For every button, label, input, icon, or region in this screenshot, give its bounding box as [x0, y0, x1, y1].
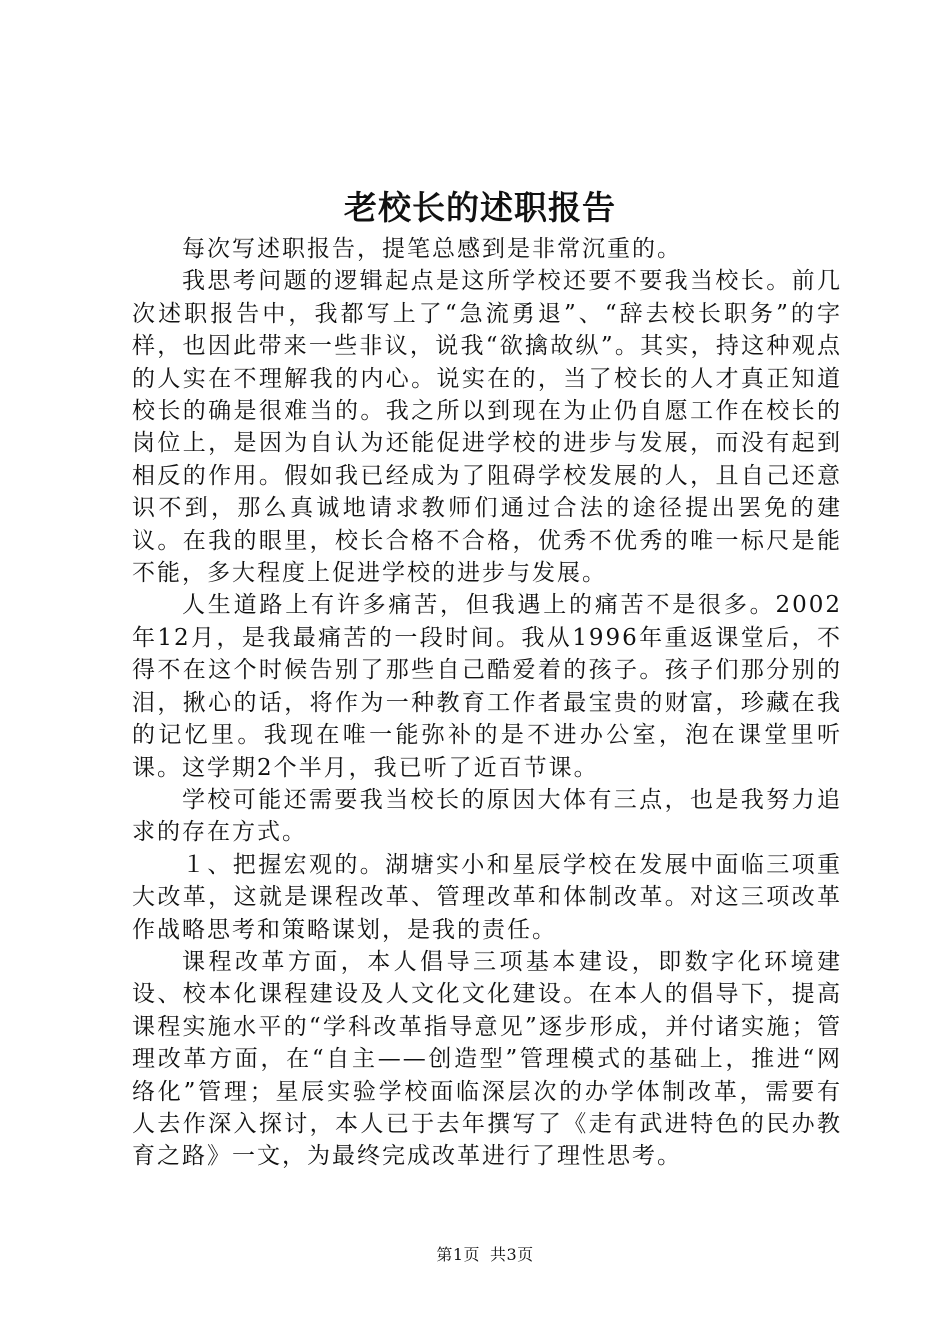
paragraph-2: 我思考问题的逻辑起点是这所学校还要不要我当校长。前几次述职报告中，我都写上了“急流勇退”、“辞去校长职务”的字样，也因此带来一些非议，说我“欲擒故纵”。其实，持这种观点的人实在不理解我的内心。说实在的，当了校长的人才真正知道校长的确是很难当的。我之所以到现在为止仍自愿工作在校长的岗位上，是因为自认为还能促进学校的进步与发展，而没有起到相反的作用。假如我已经成为了阻碍学校发展的人，且自己还意识不到，那么真诚地请求教师们通过合法的途径提出罢免的建议。在我的眼里，校长合格不合格，优秀不优秀的唯一标尺是能不能，多大程度上促进学校的进步与发展。	[132, 268, 842, 587]
paragraph-3: 人生道路上有许多痛苦，但我遇上的痛苦不是很多。2002年12月，是我最痛苦的一段时间。我从1996年重返课堂后，不得不在这个时候告别了那些自己酷爱着的孩子。孩子们那分别的泪，揪心的话，将作为一种教育工作者最宝贵的财富，珍藏在我的记忆里。我现在唯一能弥补的是不进办公室，泡在课堂里听课。这学期2个半月，我已听了近百节课。	[132, 592, 842, 781]
paragraph-6: 课程改革方面，本人倡导三项基本建设，即数字化环境建设、校本化课程建设及人文化文化建设。在本人的倡导下，提高课程实施水平的“学科改革指导意见”逐步形成，并付诸实施；管理改革方面，在“自主——创造型”管理模式的基础上，推进“网络化”管理；星辰实验学校面临深层次的办学体制改革，需要有人去作深入探讨，本人已于去年撰写了《走有武进特色的民办教育之路》一文，为最终完成改革进行了理性思考。	[132, 948, 842, 1170]
page-total: 共3页	[490, 1245, 534, 1264]
paragraph-1: 每次写述职报告，提笔总感到是非常沉重的。	[182, 236, 682, 262]
page-footer	[0, 1244, 950, 1266]
document-body	[132, 233, 842, 1173]
paragraph-5: １、把握宏观的。湖塘实小和星辰学校在发展中面临三项重大改革，这就是课程改革、管理改革和体制改革。对这三项改革作战略思考和策略谋划，是我的责任。	[132, 851, 842, 943]
document-title: 老校长的述职报告	[344, 188, 616, 227]
paragraph-4: 学校可能还需要我当校长的原因大体有三点，也是我努力追求的存在方式。	[132, 786, 842, 846]
page-number: 第1页	[436, 1245, 480, 1264]
